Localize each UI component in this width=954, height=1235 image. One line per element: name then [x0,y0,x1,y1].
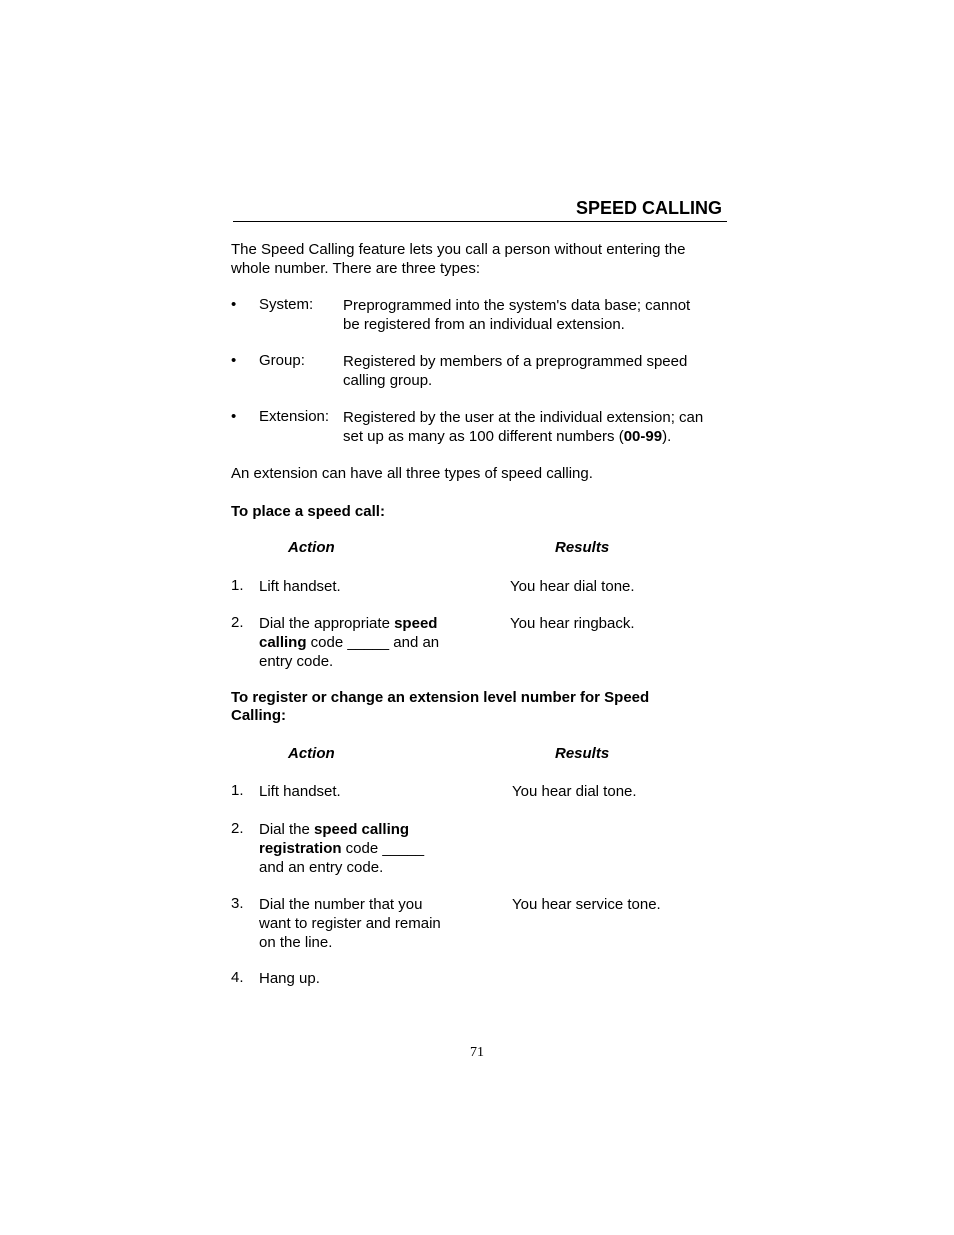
step-action [259,895,459,952]
bullet: • [231,296,237,313]
summary-paragraph: An extension can have all three types of speed calling. [231,465,593,482]
step-action [259,820,459,877]
results-column-header: Results [555,539,610,556]
type-label-group: Group: [259,352,305,369]
desc-line: be registered from an individual extension. [343,316,625,333]
bold-term: speed calling [314,821,410,838]
step-action: Lift handset. [259,783,341,800]
action-line: and an entry code. [259,859,384,876]
page-number: 71 [470,1045,484,1060]
heading-line: Calling: [231,707,286,724]
desc-line: Preprogrammed into the system's data base; cannot [343,297,691,314]
step-action: Hang up. [259,970,320,987]
action-column-header: Action [288,745,335,762]
desc-line: Registered by the user at the individual extension; can [343,409,704,426]
range-code: 00-99 [623,428,663,445]
step-result: You hear service tone. [512,896,661,913]
desc-line [343,427,728,446]
heading-line: To register or change an extension level number for Speed [231,689,650,706]
type-label-extension: Extension: [259,408,330,425]
bold-term: calling [259,634,307,651]
bullet: • [231,352,237,369]
step-number: 2. [231,614,244,631]
intro-paragraph [231,240,721,278]
action-line [259,839,459,858]
type-desc-system [343,296,728,334]
intro-line-2: whole number. There are three types: [231,260,481,277]
place-call-heading: To place a speed call: [231,503,385,520]
action-line [259,633,459,652]
step-action [259,614,459,671]
text-span: ). [662,428,672,445]
step-number: 4. [231,969,244,986]
action-line [259,820,459,839]
text-span: Dial the [259,821,315,838]
text-span: code _____ and an [306,634,440,651]
results-column-header: Results [555,745,610,762]
action-line: want to register and remain [259,915,441,932]
title-rule [233,221,727,222]
bullet: • [231,408,237,425]
step-result: You hear ringback. [510,615,635,632]
text-span: code _____ [341,840,425,857]
action-line: entry code. [259,653,334,670]
intro-line-1: The Speed Calling feature lets you call a person without entering the [231,241,686,258]
register-heading [231,689,721,725]
bold-term: speed [394,615,438,632]
text-span: Dial the appropriate [259,615,395,632]
desc-line: Registered by members of a preprogrammed speed [343,353,688,370]
type-desc-extension [343,408,728,446]
step-result: You hear dial tone. [512,783,637,800]
step-number: 1. [231,782,244,799]
text-span: set up as many as 100 different numbers ( [343,428,624,445]
page-title: SPEED CALLING [575,198,722,218]
step-action: Lift handset. [259,578,341,595]
action-line: on the line. [259,934,333,951]
bold-term: registration [259,840,342,857]
action-line [259,614,459,633]
desc-line: calling group. [343,372,433,389]
type-label-system: System: [259,296,314,313]
step-number: 1. [231,577,244,594]
type-desc-group [343,352,728,390]
step-number: 2. [231,820,244,837]
action-column-header: Action [288,539,335,556]
action-line: Dial the number that you [259,896,423,913]
step-number: 3. [231,895,244,912]
step-result: You hear dial tone. [510,578,635,595]
